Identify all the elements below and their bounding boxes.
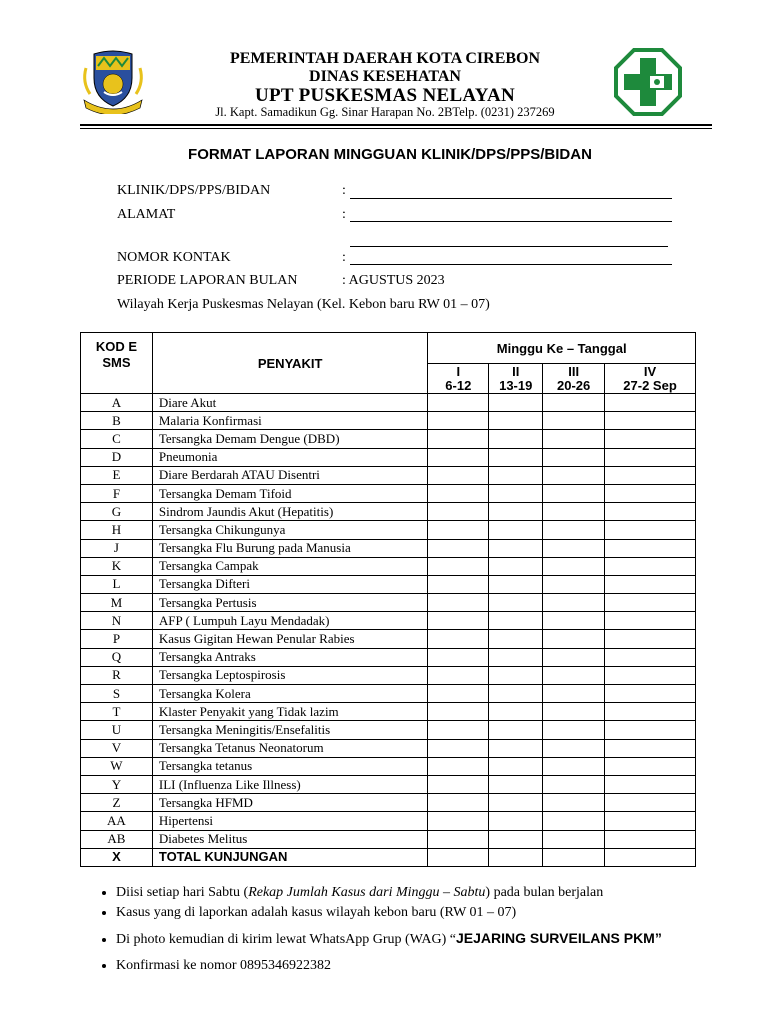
cirebon-emblem-logo	[80, 48, 146, 114]
sms-code: T	[81, 703, 153, 721]
week-1-count-cell[interactable]	[428, 648, 489, 666]
week-2-count-cell[interactable]	[489, 575, 543, 593]
disease-name: Pneumonia	[152, 448, 428, 466]
disease-name: Tersangka Leptospirosis	[152, 666, 428, 684]
week-2-count-cell[interactable]	[489, 557, 543, 575]
table-row	[81, 775, 696, 793]
address-label: ALAMAT	[117, 207, 176, 222]
week-1-count-cell[interactable]	[428, 612, 489, 630]
table-row	[81, 721, 696, 739]
sms-code: N	[81, 612, 153, 630]
week-3-count-cell[interactable]	[543, 685, 605, 703]
table-row	[81, 685, 696, 703]
disease-name: Diare Akut	[152, 394, 428, 412]
week-2-count-cell[interactable]	[489, 648, 543, 666]
kemenkes-cross-logo	[614, 48, 682, 116]
notes-section	[80, 884, 700, 977]
week-3-count-cell[interactable]	[543, 757, 605, 775]
table-row	[81, 503, 696, 521]
week-3-count-cell[interactable]	[543, 666, 605, 684]
sms-code: V	[81, 739, 153, 757]
note-item: • Konfirmasi ke nomor 0895346922382	[116, 957, 700, 974]
header-code: KOD E SMS	[81, 333, 153, 394]
address-field-line-2[interactable]	[350, 246, 668, 247]
week-4-count-cell[interactable]	[605, 430, 696, 448]
header-week-2: II 13-19	[489, 364, 543, 394]
week-4-count-cell[interactable]	[605, 466, 696, 484]
week-3-count-cell[interactable]	[543, 484, 605, 502]
table-row	[81, 830, 696, 848]
week-1-count-cell[interactable]	[428, 721, 489, 739]
week-3-count-cell[interactable]	[543, 812, 605, 830]
week-3-count-cell[interactable]	[543, 848, 605, 866]
week-4-count-cell[interactable]	[605, 739, 696, 757]
week-4-count-cell[interactable]	[605, 412, 696, 430]
note-item: • Kasus yang di laporkan adalah kasus wilayah kebon baru (RW 01 – 07)	[116, 904, 700, 921]
week-3-count-cell[interactable]	[543, 721, 605, 739]
week-2-count-cell[interactable]	[489, 775, 543, 793]
header-disease: PENYAKIT	[152, 333, 428, 394]
week-1-count-cell[interactable]	[428, 775, 489, 793]
disease-name: Tersangka tetanus	[152, 757, 428, 775]
contact-field-line[interactable]	[350, 264, 672, 265]
header-address: Jl. Kapt. Samadikun Gg. Sinar Harapan No. 2BTelp. (0231) 237269	[215, 105, 555, 119]
week-2-count-cell[interactable]	[489, 484, 543, 502]
week-3-count-cell[interactable]	[543, 575, 605, 593]
week-1-count-cell[interactable]	[428, 503, 489, 521]
week-1-count-cell[interactable]	[428, 484, 489, 502]
table-row	[81, 412, 696, 430]
header-line-government: PEMERINTAH DAERAH KOTA CIREBON	[229, 50, 541, 67]
week-1-count-cell[interactable]	[428, 848, 489, 866]
week-1-count-cell[interactable]	[428, 812, 489, 830]
sms-code: J	[81, 539, 153, 557]
sms-code: X	[81, 848, 153, 866]
total-row	[81, 848, 696, 866]
sms-code: W	[81, 757, 153, 775]
week-2-count-cell[interactable]	[489, 612, 543, 630]
sms-code: D	[81, 448, 153, 466]
week-2-count-cell[interactable]	[489, 448, 543, 466]
sms-code: R	[81, 666, 153, 684]
week-4-count-cell[interactable]	[605, 594, 696, 612]
table-row	[81, 703, 696, 721]
disease-name: Diare Berdarah ATAU Disentri	[152, 466, 428, 484]
contact-label: NOMOR KONTAK	[117, 250, 231, 265]
week-4-count-cell[interactable]	[605, 394, 696, 412]
table-row	[81, 448, 696, 466]
week-1-count-cell[interactable]	[428, 448, 489, 466]
sms-code: Q	[81, 648, 153, 666]
table-row	[81, 394, 696, 412]
disease-name: Tersangka Campak	[152, 557, 428, 575]
table-row	[81, 430, 696, 448]
week-1-count-cell[interactable]	[428, 794, 489, 812]
week-2-count-cell[interactable]	[489, 848, 543, 866]
sms-code: U	[81, 721, 153, 739]
table-row	[81, 630, 696, 648]
week-4-count-cell[interactable]	[605, 448, 696, 466]
week-1-count-cell[interactable]	[428, 539, 489, 557]
note-item: • Diisi setiap hari Sabtu (Rekap Jumlah Kasus dari Minggu – Sabtu) pada bulan berjalan	[116, 884, 700, 901]
week-3-count-cell[interactable]	[543, 630, 605, 648]
week-3-count-cell[interactable]	[543, 830, 605, 848]
table-row	[81, 521, 696, 539]
week-3-count-cell[interactable]	[543, 557, 605, 575]
sms-code: K	[81, 557, 153, 575]
sms-code: Z	[81, 794, 153, 812]
sms-code: AB	[81, 830, 153, 848]
sms-code: S	[81, 685, 153, 703]
week-3-count-cell[interactable]	[543, 394, 605, 412]
header-week-3: III 20-26	[543, 364, 605, 394]
week-2-count-cell[interactable]	[489, 721, 543, 739]
week-4-count-cell[interactable]	[605, 703, 696, 721]
week-1-count-cell[interactable]	[428, 557, 489, 575]
table-row	[81, 484, 696, 502]
header-line-puskesmas: UPT PUSKESMAS NELAYAN	[254, 85, 516, 106]
week-3-count-cell[interactable]	[543, 648, 605, 666]
week-3-count-cell[interactable]	[543, 503, 605, 521]
disease-name: Tersangka Kolera	[152, 685, 428, 703]
sms-code: E	[81, 466, 153, 484]
disease-name: Klaster Penyakit yang Tidak lazim	[152, 703, 428, 721]
sms-code: M	[81, 594, 153, 612]
week-2-count-cell[interactable]	[489, 521, 543, 539]
week-2-count-cell[interactable]	[489, 412, 543, 430]
week-2-count-cell[interactable]	[489, 630, 543, 648]
weekly-report-table	[80, 332, 696, 867]
week-4-count-cell[interactable]	[605, 685, 696, 703]
week-3-count-cell[interactable]	[543, 739, 605, 757]
week-4-count-cell[interactable]	[605, 630, 696, 648]
table-row	[81, 757, 696, 775]
week-4-count-cell[interactable]	[605, 612, 696, 630]
disease-name: Tersangka Tetanus Neonatorum	[152, 739, 428, 757]
working-area-text: Wilayah Kerja Puskesmas Nelayan (Kel. Kebon baru RW 01 – 07)	[117, 297, 490, 312]
address-colon: :	[342, 207, 346, 222]
period-label: PERIODE LAPORAN BULAN	[117, 273, 298, 288]
sms-code: B	[81, 412, 153, 430]
week-4-count-cell[interactable]	[605, 575, 696, 593]
week-2-count-cell[interactable]	[489, 594, 543, 612]
week-4-count-cell[interactable]	[605, 848, 696, 866]
week-1-count-cell[interactable]	[428, 830, 489, 848]
week-3-count-cell[interactable]	[543, 448, 605, 466]
week-2-count-cell[interactable]	[489, 539, 543, 557]
week-2-count-cell[interactable]	[489, 466, 543, 484]
week-2-count-cell[interactable]	[489, 394, 543, 412]
clinic-field-line[interactable]	[350, 198, 672, 199]
week-4-count-cell[interactable]	[605, 794, 696, 812]
contact-colon: :	[342, 250, 346, 265]
week-1-count-cell[interactable]	[428, 521, 489, 539]
week-3-count-cell[interactable]	[543, 539, 605, 557]
week-1-count-cell[interactable]	[428, 666, 489, 684]
table-row	[81, 575, 696, 593]
table-row	[81, 648, 696, 666]
week-4-count-cell[interactable]	[605, 539, 696, 557]
disease-name: Tersangka Chikungunya	[152, 521, 428, 539]
table-row	[81, 612, 696, 630]
week-2-count-cell[interactable]	[489, 430, 543, 448]
week-4-count-cell[interactable]	[605, 666, 696, 684]
week-4-count-cell[interactable]	[605, 503, 696, 521]
table-row	[81, 794, 696, 812]
sms-code: L	[81, 575, 153, 593]
week-2-count-cell[interactable]	[489, 739, 543, 757]
table-row	[81, 666, 696, 684]
sms-code: G	[81, 503, 153, 521]
table-row	[81, 812, 696, 830]
week-4-count-cell[interactable]	[605, 775, 696, 793]
week-1-count-cell[interactable]	[428, 466, 489, 484]
week-2-count-cell[interactable]	[489, 703, 543, 721]
disease-name: Tersangka HFMD	[152, 794, 428, 812]
week-3-count-cell[interactable]	[543, 775, 605, 793]
header-week-4: IV 27-2 Sep	[605, 364, 696, 394]
week-4-count-cell[interactable]	[605, 521, 696, 539]
week-3-count-cell[interactable]	[543, 430, 605, 448]
week-4-count-cell[interactable]	[605, 484, 696, 502]
week-3-count-cell[interactable]	[543, 466, 605, 484]
week-3-count-cell[interactable]	[543, 612, 605, 630]
disease-name: TOTAL KUNJUNGAN	[152, 848, 428, 866]
week-2-count-cell[interactable]	[489, 503, 543, 521]
week-2-count-cell[interactable]	[489, 830, 543, 848]
sms-code: Y	[81, 775, 153, 793]
table-row	[81, 739, 696, 757]
header-rule-thin	[80, 128, 712, 129]
disease-name: Kasus Gigitan Hewan Penular Rabies	[152, 630, 428, 648]
disease-name: Diabetes Melitus	[152, 830, 428, 848]
sms-code: F	[81, 484, 153, 502]
address-field-line[interactable]	[350, 221, 672, 222]
week-4-count-cell[interactable]	[605, 557, 696, 575]
clinic-label: KLINIK/DPS/PPS/BIDAN	[117, 183, 271, 198]
clinic-colon: :	[342, 183, 346, 198]
week-4-count-cell[interactable]	[605, 757, 696, 775]
week-3-count-cell[interactable]	[543, 594, 605, 612]
week-3-count-cell[interactable]	[543, 703, 605, 721]
document-title: FORMAT LAPORAN MINGGUAN KLINIK/DPS/PPS/BIDAN	[188, 146, 592, 163]
disease-name: Tersangka Antraks	[152, 648, 428, 666]
week-4-count-cell[interactable]	[605, 812, 696, 830]
table-row	[81, 557, 696, 575]
week-2-count-cell[interactable]	[489, 666, 543, 684]
sms-code: A	[81, 394, 153, 412]
disease-name: Tersangka Meningitis/Ensefalitis	[152, 721, 428, 739]
sms-code: P	[81, 630, 153, 648]
table-row	[81, 466, 696, 484]
week-4-count-cell[interactable]	[605, 648, 696, 666]
disease-name: Sindrom Jaundis Akut (Hepatitis)	[152, 503, 428, 521]
disease-name: Hipertensi	[152, 812, 428, 830]
header-week-1: I 6-12	[428, 364, 489, 394]
sms-code: H	[81, 521, 153, 539]
week-3-count-cell[interactable]	[543, 794, 605, 812]
week-1-count-cell[interactable]	[428, 739, 489, 757]
week-1-count-cell[interactable]	[428, 430, 489, 448]
header-week-date: Minggu Ke – Tanggal	[428, 333, 696, 364]
week-1-count-cell[interactable]	[428, 703, 489, 721]
week-1-count-cell[interactable]	[428, 412, 489, 430]
week-1-count-cell[interactable]	[428, 594, 489, 612]
week-1-count-cell[interactable]	[428, 575, 489, 593]
disease-name: Tersangka Difteri	[152, 575, 428, 593]
week-1-count-cell[interactable]	[428, 630, 489, 648]
disease-name: Tersangka Flu Burung pada Manusia	[152, 539, 428, 557]
disease-name: Tersangka Demam Dengue (DBD)	[152, 430, 428, 448]
week-1-count-cell[interactable]	[428, 685, 489, 703]
week-3-count-cell[interactable]	[543, 412, 605, 430]
table-row	[81, 594, 696, 612]
header-rule-thick	[80, 124, 712, 126]
disease-name: AFP ( Lumpuh Layu Mendadak)	[152, 612, 428, 630]
week-2-count-cell[interactable]	[489, 794, 543, 812]
table-row	[81, 539, 696, 557]
disease-name: Tersangka Demam Tifoid	[152, 484, 428, 502]
week-2-count-cell[interactable]	[489, 812, 543, 830]
header-line-health-office: DINAS KESEHATAN	[309, 68, 461, 85]
disease-name: Malaria Konfirmasi	[152, 412, 428, 430]
week-4-count-cell[interactable]	[605, 830, 696, 848]
period-value: : AGUSTUS 2023	[342, 273, 445, 288]
week-2-count-cell[interactable]	[489, 685, 543, 703]
week-3-count-cell[interactable]	[543, 521, 605, 539]
disease-name: ILI (Influenza Like Illness)	[152, 775, 428, 793]
note-item: • Di photo kemudian di kirim lewat WhatsApp Grup (WAG) “JEJARING SURVEILANS PKM”	[116, 927, 700, 951]
week-2-count-cell[interactable]	[489, 757, 543, 775]
sms-code: C	[81, 430, 153, 448]
week-1-count-cell[interactable]	[428, 757, 489, 775]
disease-name: Tersangka Pertusis	[152, 594, 428, 612]
sms-code: AA	[81, 812, 153, 830]
week-1-count-cell[interactable]	[428, 394, 489, 412]
week-4-count-cell[interactable]	[605, 721, 696, 739]
